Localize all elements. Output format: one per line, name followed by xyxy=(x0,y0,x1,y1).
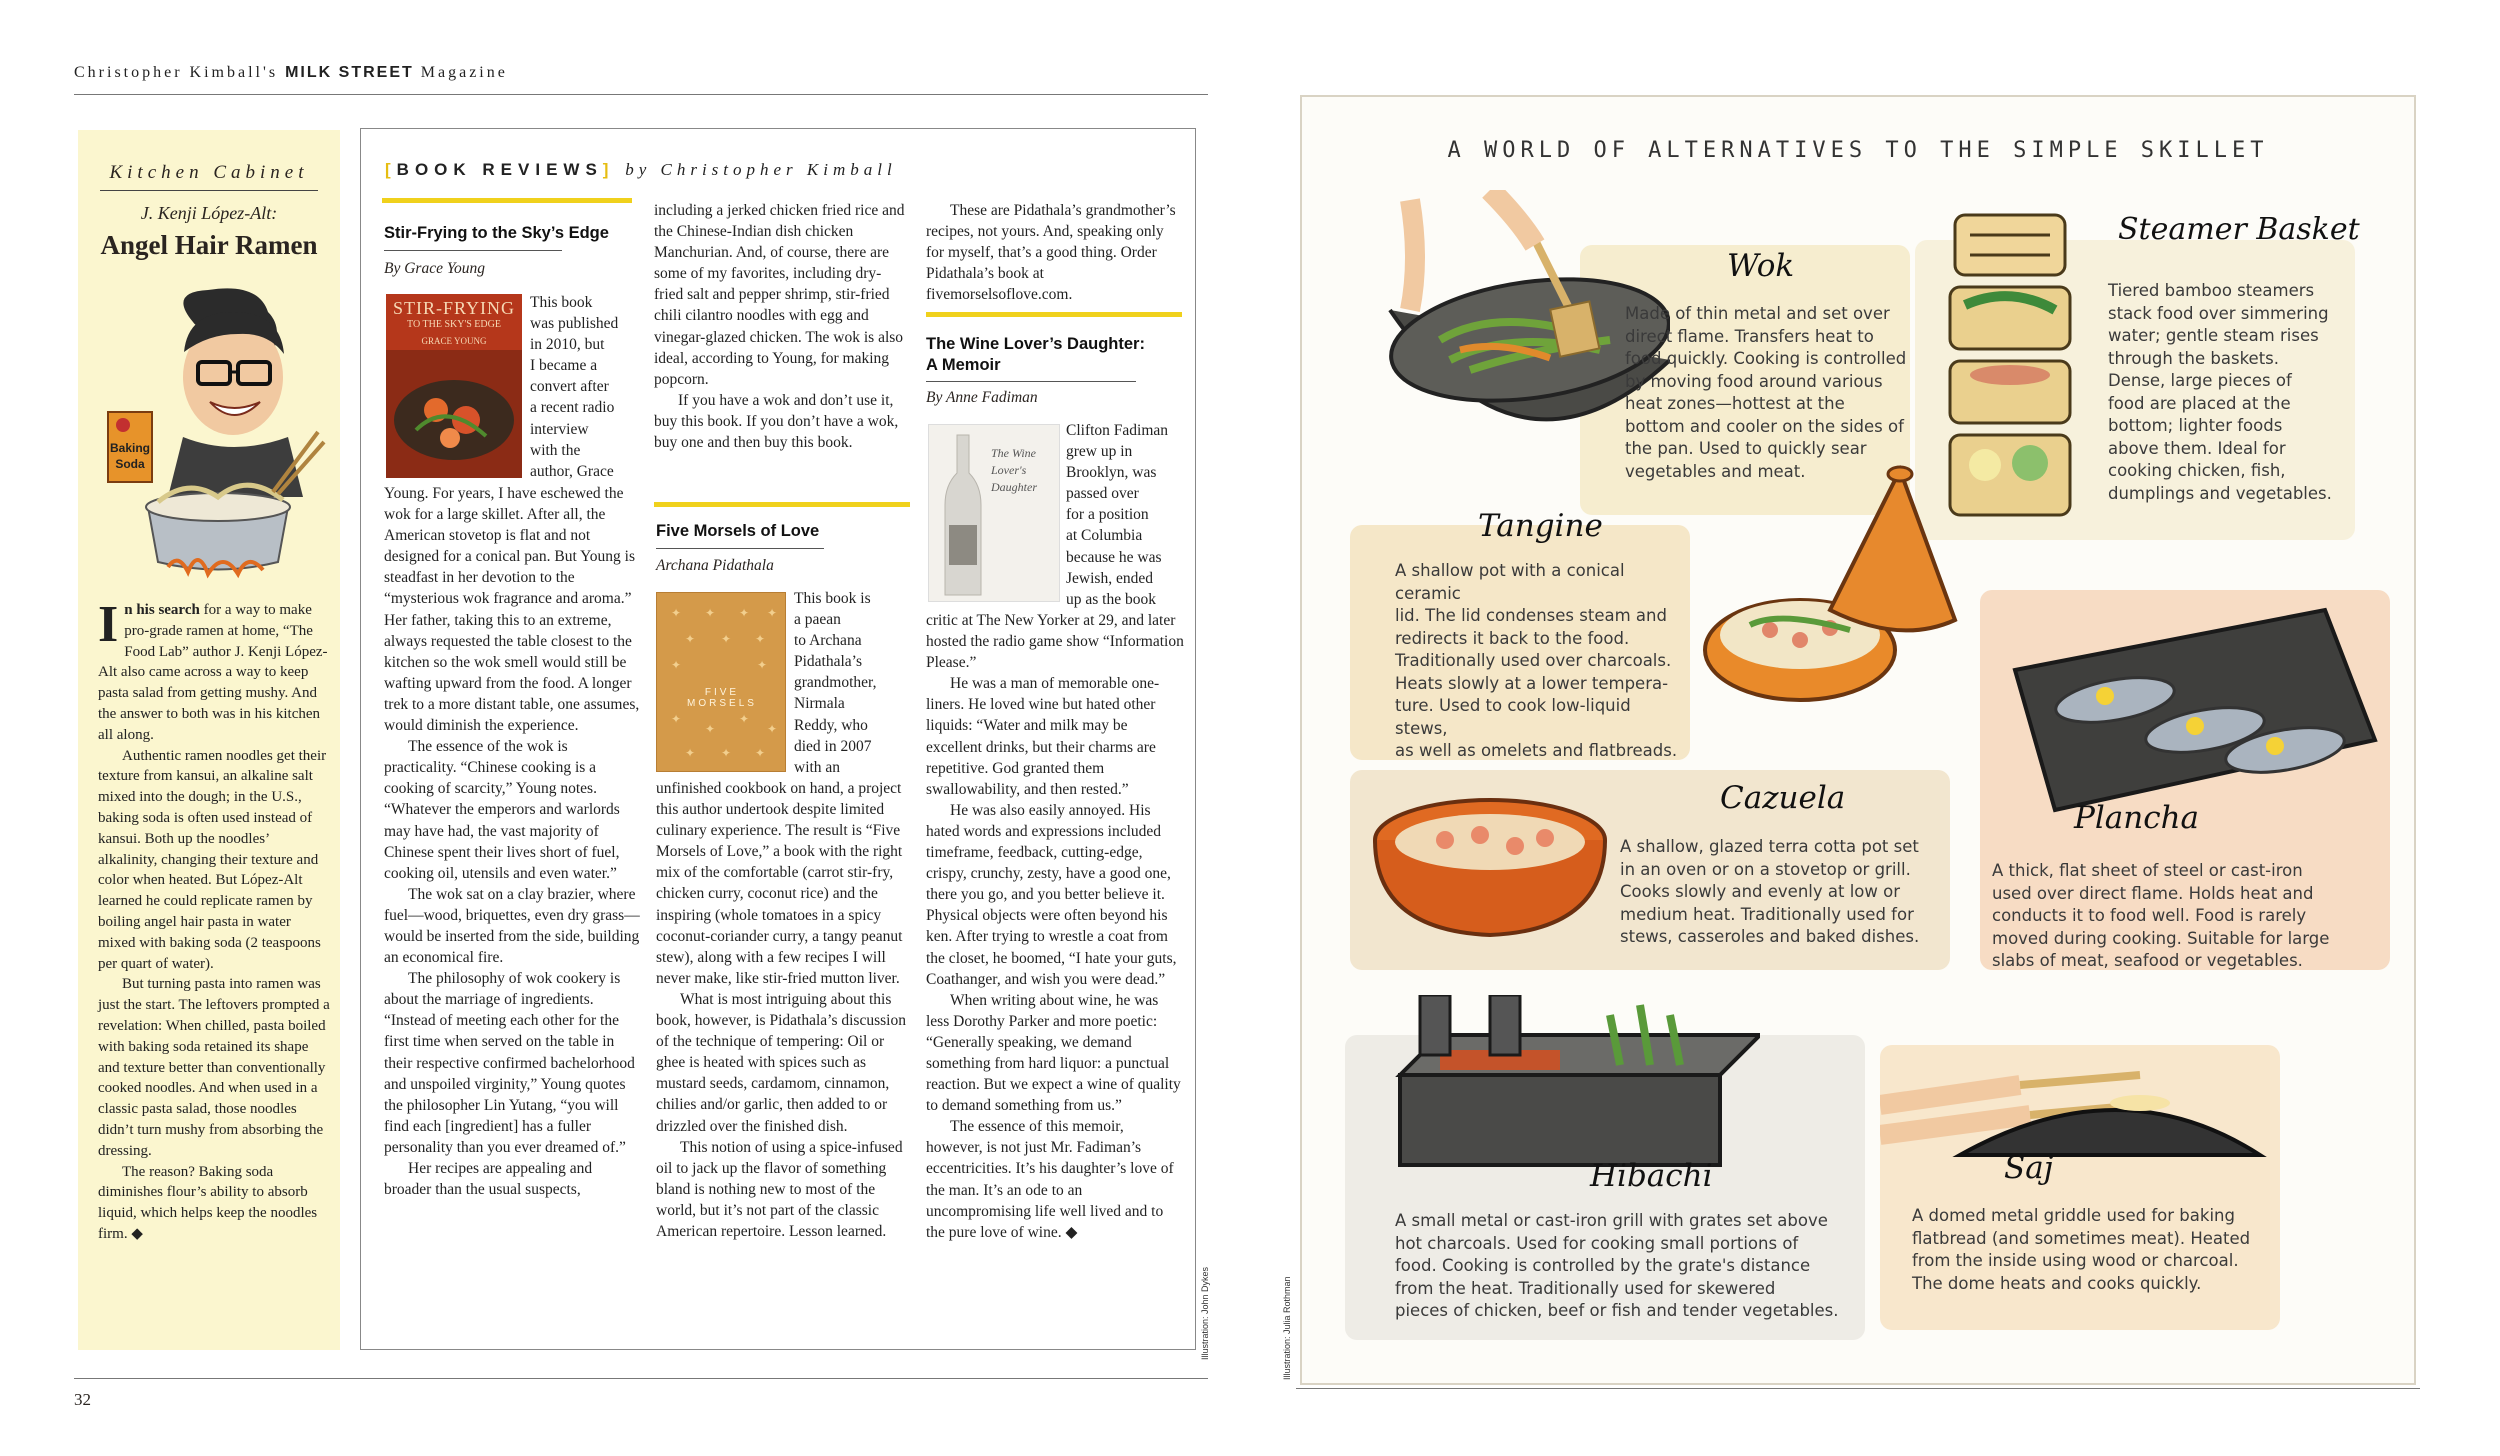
box-label-soda: Soda xyxy=(115,457,145,471)
svg-text:✦: ✦ xyxy=(767,722,778,736)
tagine-desc xyxy=(1395,560,1685,763)
book2-c3-p1: These are Pidathala’s grandmother’s recipes, not yours. And, speaking only for myself, that’s a good thing. Order Pidathala’s book at fivemorselsoflove.com. xyxy=(926,202,1176,304)
description-line: redirects it back to the food. xyxy=(1395,628,1630,648)
description-line: A thick, flat sheet of steel or cast-iron xyxy=(1992,861,2303,880)
sidebar-p3: But turning pasta into ramen was just the start. The leftovers prompted a revelation: When chilled, pasta boiled with baking soda retained its shape and texture better than conventionally cooked noodles. And when used in a classic pasta salad, those noodles didn’t turn mushy from absorbing the dressing. xyxy=(98,976,330,1159)
book1-p4: The philosophy of wok cookery is about the marriage of ingredients. “Instead of meeting each other for the first time when served on the table in their respective confirmed bachelorhood and unspoiled virginity,” Young quotes the philosopher Lin Yutang, “you will find each [ingredient] has a fuller personality than you ever dreamed of.” xyxy=(384,970,635,1156)
kenji-caricature-illustration xyxy=(88,282,336,582)
book2-body xyxy=(656,778,910,1242)
description-line: dumplings and vegetables. xyxy=(2108,483,2332,503)
book1-p5: Her recipes are appealing and broader than the usual suspects, xyxy=(384,1160,593,1199)
wrap-line: interview xyxy=(530,420,589,438)
book1-cover xyxy=(386,294,522,478)
masthead-prefix: Christopher Kimball's xyxy=(74,64,279,81)
description-line: ture. Used to cook low-liquid stews, xyxy=(1395,696,1631,738)
description-line: used over direct flame. Holds heat and xyxy=(1992,883,2314,903)
steamer-desc xyxy=(2108,280,2348,505)
book3-p1: critic at The New Yorker at 29, and later hosted the radio game show “Information Please.” xyxy=(926,612,1184,672)
wrap-line: grandmother, xyxy=(794,674,877,692)
description-line: by moving food around various xyxy=(1625,371,1883,391)
wrap-line: passed over xyxy=(1066,485,1139,503)
wok-title: Wok xyxy=(1727,248,1795,284)
hibachi-title: Hibachi xyxy=(1590,1158,1713,1194)
description-line: hot charcoals. Used for cooking small portions of xyxy=(1395,1233,1799,1253)
description-line: moved during cooking. Suitable for large xyxy=(1992,928,2330,948)
dropcap: I xyxy=(98,596,119,653)
book1-p2: The essence of the wok is practicality. “Chinese cooking is a cooking of scarcity,” Young notes. “Whatever the emperors and warlords may have had, the vast majority of Chinese spent their lives short of fuel, cooking oil, utensils and even water.” xyxy=(384,738,620,882)
cover-subtitle: TO THE SKY'S EDGE xyxy=(407,319,501,330)
wrap-line: Brooklyn, was xyxy=(1066,464,1157,482)
cover-title: STIR-FRYING xyxy=(392,298,515,318)
svg-text:✦: ✦ xyxy=(755,632,766,646)
sidebar-kicker: Kitchen Cabinet xyxy=(109,162,309,183)
masthead xyxy=(74,64,508,82)
book3-body xyxy=(926,610,1184,1243)
book1-body xyxy=(384,483,640,1200)
svg-text:✦: ✦ xyxy=(739,712,750,726)
svg-text:✦: ✦ xyxy=(671,658,682,672)
svg-text:✦: ✦ xyxy=(757,658,768,672)
tagine-title: Tangine xyxy=(1478,508,1603,544)
plancha-desc xyxy=(1992,860,2332,973)
book1-p3: The wok sat on a clay brazier, where fuel—wood, briquettes, even dry grass—would be inserted from the side, building an economical fire. xyxy=(384,885,640,967)
description-line: The dome heats and cooks quickly. xyxy=(1912,1273,2202,1293)
svg-text:✦: ✦ xyxy=(721,746,732,760)
description-line: bottom; lighter foods xyxy=(2108,416,2283,435)
cover-line-2: MORSELS xyxy=(687,698,757,709)
description-line: A domed metal griddle used for baking xyxy=(1912,1206,2235,1225)
description-line: lid. The lid condenses steam and xyxy=(1395,606,1667,625)
description-line: water; gentle steam rises xyxy=(2108,326,2319,345)
wrap-line: This book is xyxy=(794,590,871,607)
wrap-line: with an xyxy=(794,758,841,776)
sidebar-subtitle: J. Kenji López-Alt: xyxy=(140,203,278,223)
description-line: A small metal or cast-iron grill with grates set above xyxy=(1395,1211,1828,1230)
book1-c2-p2: If you have a wok and don’t use it, buy this book. If you don’t have a wok, buy one and then buy this book. xyxy=(654,391,899,452)
book1-c2-p1: including a jerked chicken fried rice and the Chinese-Indian dish chicken Manchurian. And, of course, there are some of my favorites, including dry-fried salt and pepper shrimp, stir-fried chili cilantro noodles with egg and vinegar-glazed chicken. The wok is also ideal, according to Young, for making popcorn. xyxy=(654,202,905,388)
description-line: stack food over simmering xyxy=(2108,303,2329,323)
description-line: bottom and cooler on the sides of xyxy=(1625,416,1904,436)
description-line: Dense, large pieces of xyxy=(2108,371,2292,390)
wrap-line: in 2010, but xyxy=(530,336,605,354)
yellow-rule xyxy=(654,502,910,507)
description-line: Traditionally used over charcoals. xyxy=(1395,651,1672,670)
book1-continued xyxy=(654,200,910,453)
sidebar-rule xyxy=(100,190,318,191)
svg-text:✦: ✦ xyxy=(767,606,778,620)
book2-wrap-text xyxy=(794,588,910,778)
svg-text:✦: ✦ xyxy=(721,632,732,646)
wrap-line: because he was xyxy=(1066,548,1162,566)
wrap-line: I became a xyxy=(530,357,598,375)
header-rule xyxy=(74,94,1208,95)
description-line: flatbread (and sometimes meat). Heated xyxy=(1912,1228,2251,1248)
description-line: heat zones—hottest at the xyxy=(1625,394,1845,413)
wrap-line: Clifton Fadiman xyxy=(1066,422,1169,439)
description-line: food quickly. Cooking is controlled xyxy=(1625,349,1907,368)
description-line: Made of thin metal and set over xyxy=(1625,304,1890,323)
wrap-line: Nirmala xyxy=(794,695,845,713)
description-line: stews, casseroles and baked dishes. xyxy=(1620,927,1920,946)
wrap-line: died in 2007 xyxy=(794,737,872,755)
sidebar-p1: for a way to make pro-grade ramen at home, “The Food Lab” author J. Kenji López-Alt also came across a way to keep pasta salad from getting mushy. And the answer to both was in his kitchen all along. xyxy=(98,602,328,743)
description-line: A shallow, glazed terra cotta pot set xyxy=(1620,837,1919,856)
wrap-line: to Archana xyxy=(794,632,862,650)
wrap-line: up as the book xyxy=(1066,590,1156,608)
plancha-title: Plancha xyxy=(2074,800,2200,836)
book1-author: By Grace Young xyxy=(384,260,486,277)
sidebar-p2: Authentic ramen noodles get their texture from kansui, an alkaline salt mixed into the dough; in the U.S., baking soda is often used instead of kansui. Both up the noodles’ alkalinity, changing their texture and color when heated. But López-Alt learned he could replicate ramen by boiling angel hair pasta in water mixed with baking soda (2 teaspoons per quart of water). xyxy=(98,747,327,972)
cazuela-icon xyxy=(1365,780,1615,950)
svg-text:✦: ✦ xyxy=(685,746,696,760)
section-label: BOOK REVIEWS xyxy=(396,160,603,179)
book1-wrap-text xyxy=(530,292,640,482)
book2-p3: This notion of using a spice-infused oil to jack up the flavor of something bland is nothing new to most of the world, but it’s not part of the classic American repertoire. Lesson learned. xyxy=(656,1138,903,1240)
credit-left: Illustration: John Dykes xyxy=(1200,1266,1210,1360)
wrap-line: a paean xyxy=(794,611,841,629)
book2-p2: What is most intriguing about this book, however, is Pidathala’s discussion of the technique of tempering: Oil or ghee is heated with spices such as mustard seeds, cardamom, cinnamon, chilies and/or garlic, then added to or drizzled over the finished dish. xyxy=(656,990,906,1135)
description-line: A shallow pot with a conical ceramic xyxy=(1395,561,1625,603)
wrap-line: Pidathala’s xyxy=(794,653,863,671)
book3-p5: The essence of this memoir, however, is not just Mr. Fadiman’s eccentricities. It’s his daughter’s love of the man. It’s an ode to an uncompromising life well lived and to the pure love of wine. ◆ xyxy=(926,1118,1174,1241)
svg-text:✦: ✦ xyxy=(671,712,682,726)
book2-cover xyxy=(656,592,786,772)
description-line: medium heat. Traditionally used for xyxy=(1620,904,1914,924)
cover-star-pattern xyxy=(657,593,787,773)
title-rule xyxy=(926,381,1136,382)
steamer-title: Steamer Basket xyxy=(2118,212,2360,247)
description-line: Cooks slowly and evenly at low or xyxy=(1620,882,1901,901)
cover-text: The Wine Lover's Daughter xyxy=(991,446,1037,494)
description-line: above them. Ideal for xyxy=(2108,438,2286,458)
food-photo xyxy=(386,350,522,470)
book3-cover xyxy=(928,424,1060,602)
masthead-brand: MILK STREET xyxy=(285,64,414,81)
description-line: slabs of meat, seafood or vegetables. xyxy=(1992,951,2303,970)
book3-author: By Anne Fadiman xyxy=(926,389,1038,406)
wrap-line: Reddy, who xyxy=(794,716,868,734)
book-reviews-header: [BOOK REVIEWS] by Christopher Kimball xyxy=(385,160,897,179)
wrap-line: grew up in xyxy=(1066,443,1133,461)
description-line: conducts it to food well. Food is rarely xyxy=(1992,906,2307,925)
saj-desc xyxy=(1912,1205,2252,1295)
book2-title: Five Morsels of Love xyxy=(656,522,820,540)
footer-rule-right xyxy=(1296,1388,2420,1389)
title-rule xyxy=(656,548,824,549)
tagine-icon xyxy=(1700,460,1960,710)
steamer-basket-icon xyxy=(1940,205,2080,555)
wrap-line: was published xyxy=(530,315,619,333)
wrap-line: author, Grace xyxy=(530,462,614,480)
svg-text:✦: ✦ xyxy=(755,746,766,760)
wok-desc xyxy=(1625,303,1925,483)
saj-title: Saj xyxy=(2004,1150,2054,1186)
wrap-line: with the xyxy=(530,441,581,459)
plancha-icon xyxy=(2005,600,2385,820)
page-number: 32 xyxy=(74,1390,91,1409)
book1-p1: Young. For years, I have eschewed the wok for a large skillet. After all, the American stovetop is flat and not designed for a conical pan. But Young is steadfast in her devotion to the “mysterious wok fragrance and aroma.” Her father, taking this to an extreme, always requested the table closest to the kitchen so the wok smell would still be wafting upward from the food. A longer trek to a more distant table, one assumes, would diminish the experience. xyxy=(384,485,640,735)
description-line: cooking chicken, fish, xyxy=(2108,461,2286,480)
sidebar-lead: n his search xyxy=(124,602,200,618)
svg-text:✦: ✦ xyxy=(739,606,750,620)
description-line: through the baskets. xyxy=(2108,348,2280,368)
book1-title: Stir-Frying to the Sky’s Edge xyxy=(384,224,609,242)
description-line: food. Cooking is controlled by the grate's distance xyxy=(1395,1256,1811,1275)
book3-p3: He was also easily annoyed. His hated words and expressions included timeframe, feedback, cutting-edge, crispy, crunchy, zesty, have a good one, there you go, and you better believe it. Physical objects were often beyond his ken. After trying to wrestle a coat from the closet, he boomed, “I hate your guts, Coathanger, and wish you were dead.” xyxy=(926,801,1177,988)
book2-continued xyxy=(926,200,1182,305)
description-line: as well as omelets and flatbreads. xyxy=(1395,741,1678,760)
book3-p2: He was a man of memorable one-liners. He loved wine but hated other liquids: “Water and milk may be excellent drinks, but their charms are repetitive. God granted them swallowability, and then rested.” xyxy=(926,675,1160,798)
title-rule xyxy=(384,250,562,251)
book3-title xyxy=(926,334,1145,376)
book3-title-line-2: A Memoir xyxy=(926,356,1001,374)
credit-right: Illustration: Julia Rothman xyxy=(1282,1276,1292,1380)
hibachi-desc xyxy=(1395,1210,1865,1323)
reviews-byline: by Christopher Kimball xyxy=(625,160,897,179)
book3-title-line-1: The Wine Lover’s Daughter: xyxy=(926,335,1145,353)
hibachi-icon xyxy=(1380,995,1760,1185)
yellow-rule xyxy=(926,312,1182,317)
book3-wrap-text xyxy=(1066,420,1186,610)
yellow-rule xyxy=(382,198,632,203)
saj-icon xyxy=(1880,1045,2270,1165)
description-line: the pan. Used to quickly sear xyxy=(1625,439,1867,458)
description-line: from the heat. Traditionally used for skewered xyxy=(1395,1278,1776,1298)
book2-author: Archana Pidathala xyxy=(656,557,774,574)
description-line: vegetables and meat. xyxy=(1625,461,1806,481)
footer-rule xyxy=(74,1378,1208,1379)
wrap-line: for a position xyxy=(1066,506,1149,524)
cazuela-desc xyxy=(1620,836,1950,949)
book2-p1: unfinished cookbook on hand, a project this author undertook despite limited culinary experience. The result is “Five Morsels of Love,” a book with the right mix of the comfortable (carrot stir-fry, chicken curry, coconut rice) and the inspiring (whole tomatoes in a spicy coconut-coriander curry, a tangy peanut stew), along with a few recipes I will never make, like stir-fried mutton liver. xyxy=(656,780,903,987)
masthead-suffix: Magazine xyxy=(420,64,508,81)
wrap-line: convert after xyxy=(530,378,609,396)
illustration-title: A WORLD OF ALTERNATIVES TO THE SIMPLE SKILLET xyxy=(1447,138,2269,163)
box-label-baking: Baking xyxy=(109,441,151,455)
description-line: pieces of chicken, beef or fish and tender vegetables. xyxy=(1395,1301,1839,1320)
description-line: from the inside using wood or charcoal. xyxy=(1912,1251,2239,1270)
description-line: food are placed at the xyxy=(2108,393,2291,413)
wrap-line: at Columbia xyxy=(1066,527,1143,545)
svg-text:✦: ✦ xyxy=(705,722,716,736)
sidebar-title: Angel Hair Ramen xyxy=(100,230,318,260)
wrap-line: Jewish, ended xyxy=(1066,569,1153,587)
svg-text:✦: ✦ xyxy=(705,606,716,620)
description-line: Heats slowly at a lower tempera- xyxy=(1395,673,1669,693)
cover-author: GRACE YOUNG xyxy=(421,336,487,346)
description-line: Tiered bamboo steamers xyxy=(2108,281,2315,300)
description-line: direct flame. Transfers heat to xyxy=(1625,326,1874,346)
sidebar-article xyxy=(98,596,330,1245)
svg-text:✦: ✦ xyxy=(685,632,696,646)
wrap-line: This book xyxy=(530,294,593,311)
book3-p4: When writing about wine, he was less Dorothy Parker and more poetic: “Generally speaking, we demand something from hard liquor: a punctual reaction. But we expect a wine of quality to demand something from us.” xyxy=(926,991,1181,1115)
description-line: in an oven or on a stovetop or grill. xyxy=(1620,859,1911,879)
sidebar-p4: The reason? Baking soda diminishes flour’s ability to absorb liquid, which helps keep the noodles firm. ◆ xyxy=(98,1163,318,1242)
wrap-line: a recent radio xyxy=(530,399,615,417)
cover-line-1: FIVE xyxy=(704,687,740,698)
svg-text:✦: ✦ xyxy=(671,606,682,620)
cazuela-title: Cazuela xyxy=(1720,780,1846,816)
